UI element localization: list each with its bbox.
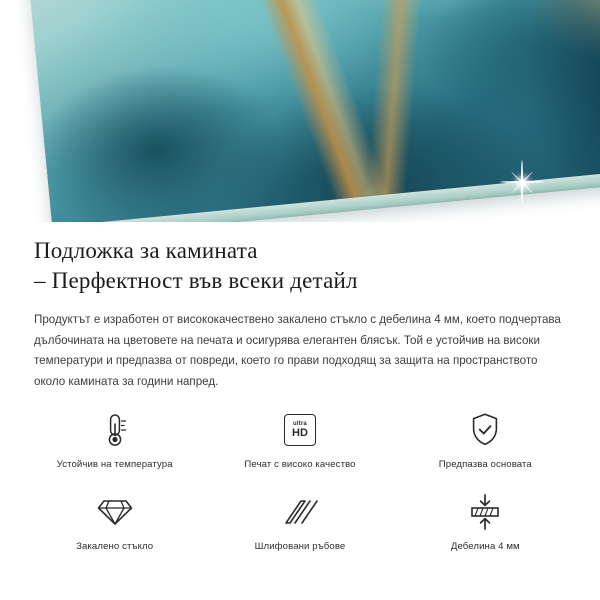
feature-item-print-quality	[207, 410, 392, 488]
feature-item-polished-edges	[207, 492, 392, 570]
feature-item-tempered-glass	[22, 492, 207, 570]
feature-label: Закалено стъкло	[76, 541, 154, 552]
badge-top-text: ultra	[292, 421, 307, 427]
feature-label: Шлифовани ръбове	[254, 541, 346, 552]
content-area	[0, 222, 600, 570]
feature-item-temperature	[22, 410, 207, 488]
feature-item-thickness	[393, 492, 578, 570]
description-paragraph: Продуктът е изработен от висококачествено закалено стъкло с дебелина 4 мм, което подчертава дълбочината на цветовете на печата и осигурява елегантен блясък. Той е устойчив на високи температури и предпазва от повреди, което го прави подходящ за защита на пространството около камината за години напред.	[34, 313, 561, 388]
thickness-arrows-icon	[467, 492, 503, 532]
thermometer-icon	[98, 410, 132, 450]
page-title	[0, 222, 600, 296]
headline-line-2: – Перфектност във всеки детайл	[34, 268, 358, 293]
hero-image-inner	[0, 0, 600, 222]
feature-label: Устойчив на температура	[56, 459, 173, 470]
ultra-hd-print-icon	[284, 410, 316, 450]
badge-bottom-text: HD	[292, 427, 308, 439]
hero-image	[0, 0, 600, 222]
feature-grid	[0, 392, 600, 570]
feature-label: Дебелина 4 мм	[450, 541, 520, 552]
shield-check-icon	[468, 410, 502, 450]
diamond-icon	[96, 492, 134, 532]
feature-item-protection	[393, 410, 578, 488]
headline-line-1: Подложка за камината	[34, 238, 258, 263]
feature-label: Предпазва основата	[438, 459, 532, 470]
polished-edges-icon	[282, 492, 318, 532]
glass-panel	[19, 0, 600, 222]
feature-label: Печат с високо качество	[244, 459, 356, 470]
